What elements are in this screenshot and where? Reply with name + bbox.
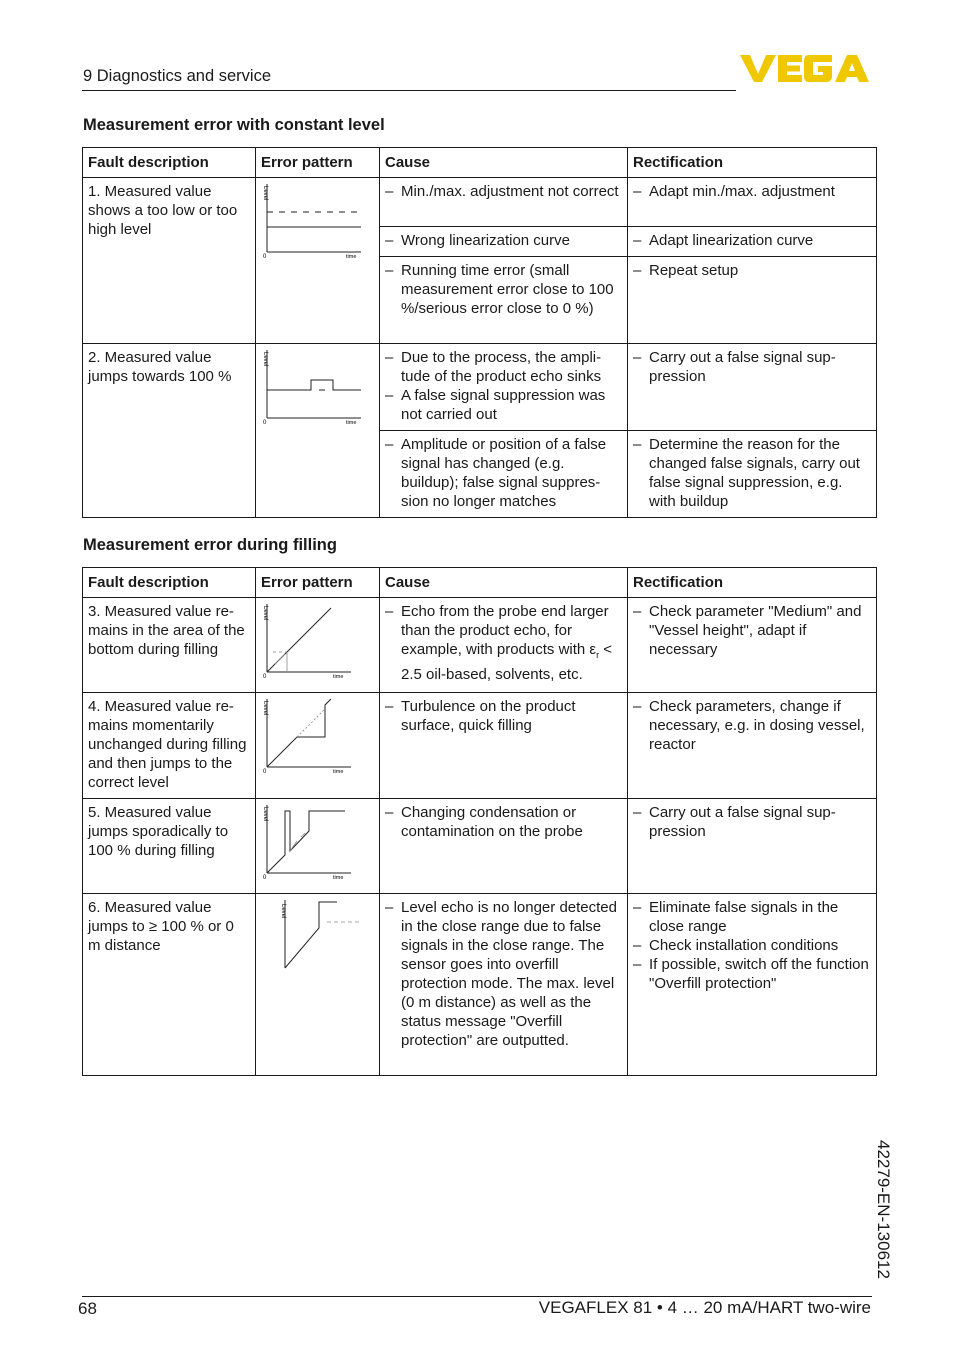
footer-divider <box>82 1296 872 1297</box>
fault-description: 1. Measured value shows a too low or too high level <box>83 178 256 344</box>
column-header: Rectification <box>628 568 877 598</box>
fault-description: 4. Measured value remains momentarily unchanged during filling and then jumps to the correct level <box>83 693 256 799</box>
svg-text:Level: Level <box>262 352 268 367</box>
overfill-jump-icon <box>261 898 365 978</box>
error-pattern-cell <box>256 799 380 894</box>
table-row <box>83 894 877 1076</box>
cause-cell: – Min./max. adjustment not correct <box>380 178 628 227</box>
rectification-cell: – Adapt min./max. adjustment <box>628 178 877 227</box>
footer-product-title: VEGAFLEX 81 • 4 … 20 mA/HART two-wire <box>538 1298 871 1317</box>
column-header: Error pattern <box>256 148 380 178</box>
column-header: Cause <box>380 148 628 178</box>
column-header: Cause <box>380 568 628 598</box>
fault-description: 3. Measured value remains in the area of the bottom during filling <box>83 598 256 693</box>
svg-text:0: 0 <box>263 420 267 426</box>
cause-cell: – Wrong linearization curve <box>380 227 628 257</box>
svg-text:Level: Level <box>262 186 268 201</box>
error-pattern-cell <box>256 598 380 693</box>
rectification-cell: – Check parameter "Medium" and "Vessel height", adapt if necessary <box>628 598 877 693</box>
svg-text:Level: Level <box>280 904 286 919</box>
svg-text:0: 0 <box>263 674 267 680</box>
column-header: Fault description <box>83 148 256 178</box>
table-header-row <box>83 148 877 178</box>
fault-description: 5. Measured value jumps sporadically to 100 % during filling <box>83 799 256 894</box>
rectification-cell: – Determine the reason for the changed false signals, carry out false signal suppression, e.g. with buildup <box>628 431 877 518</box>
svg-text:time: time <box>333 674 344 680</box>
cause-cell: – Amplitude or position of a false signal has changed (e.g. buildup); false signal suppression no longer matches <box>380 431 628 518</box>
cause-cell: – Due to the process, the amplitude of the product echo sinks – A false signal suppression was not carried out <box>380 344 628 431</box>
error-pattern-cell <box>256 344 380 518</box>
rectification-cell: – Carry out a false signal suppression <box>628 344 877 431</box>
table-row <box>83 799 877 894</box>
filling-error-table <box>82 567 877 1076</box>
rectification-cell: – Check parameters, change if necessary, e.g. in dosing vessel, reactor <box>628 693 877 799</box>
fault-description: 2. Measured value jumps towards 100 % <box>83 344 256 518</box>
document-code: 42279-EN-130612 <box>874 1140 893 1279</box>
rectification-cell: – Adapt linearization curve <box>628 227 877 257</box>
constant-level-error-table <box>82 147 877 518</box>
level-jump-icon <box>261 348 365 428</box>
filling-stuck-bottom-icon <box>261 602 365 682</box>
vega-logo <box>740 52 872 84</box>
table-row <box>83 344 877 431</box>
constant-level-offset-icon <box>261 182 365 262</box>
page-number: 68 <box>78 1299 97 1318</box>
rectification-cell: – Eliminate false signals in the close range – Check installation conditions – If possible, switch off the function "Overfill protection" <box>628 894 877 1076</box>
svg-text:time: time <box>346 254 357 260</box>
header-section-title: 9 Diagnostics and service <box>83 67 272 85</box>
table-header-row <box>83 568 877 598</box>
svg-text:0: 0 <box>263 769 267 775</box>
cause-cell: – Echo from the probe end larger than the product echo, for example, with products with $\varepsilon_r < 2.5$ oil-based, solvents, etc. <box>380 598 628 693</box>
cause-cell: – Changing condensation or contamination on the probe <box>380 799 628 894</box>
svg-text:Level: Level <box>262 701 268 716</box>
rectification-cell: – Carry out a false signal suppression <box>628 799 877 894</box>
column-header: Error pattern <box>256 568 380 598</box>
fault-description: 6. Measured value jumps to ≥ 100 % or 0 m distance <box>83 894 256 1076</box>
table-row <box>83 178 877 227</box>
column-header: Fault description <box>83 568 256 598</box>
section-heading-during-filling: Measurement error during filling <box>83 536 337 554</box>
svg-text:Level: Level <box>262 807 268 822</box>
svg-text:time: time <box>333 769 344 775</box>
svg-text:0: 0 <box>263 875 267 881</box>
filling-plateau-jump-icon <box>261 697 365 777</box>
cause-cell: – Turbulence on the product surface, quick filling <box>380 693 628 799</box>
rectification-cell: – Repeat setup <box>628 257 877 344</box>
error-pattern-cell <box>256 693 380 799</box>
error-pattern-cell <box>256 178 380 344</box>
svg-text:Level: Level <box>262 606 268 621</box>
table-row <box>83 598 877 693</box>
column-header: Rectification <box>628 148 877 178</box>
header-divider <box>82 90 736 91</box>
filling-sporadic-jump-icon <box>261 803 365 883</box>
svg-text:0: 0 <box>263 254 267 260</box>
svg-text:time: time <box>346 420 357 426</box>
svg-text:time: time <box>333 875 344 881</box>
error-pattern-cell <box>256 894 380 1076</box>
cause-cell: – Level echo is no longer detected in the close range due to false signals in the close range. The sensor goes into overfill protection mode. The max. level (0 m distance) as well as the status message "Overfill protection" are outputted. <box>380 894 628 1076</box>
cause-cell: – Running time error (small measurement error close to 100 %/serious error close to 0 %) <box>380 257 628 344</box>
table-row <box>83 693 877 799</box>
section-heading-constant-level: Measurement error with constant level <box>83 116 385 134</box>
